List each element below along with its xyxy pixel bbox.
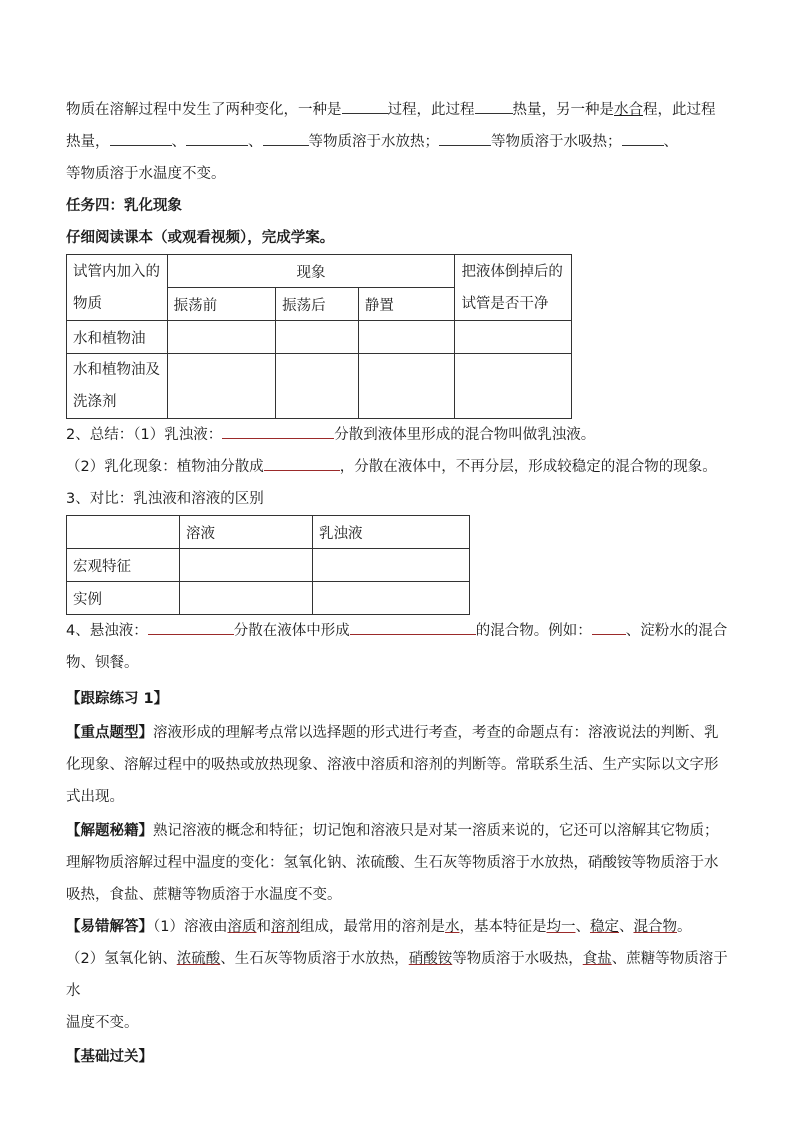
error-answer-2 [66, 943, 728, 1007]
text: 过程，此过程 [387, 102, 475, 118]
table-cell[interactable] [167, 354, 276, 419]
fill-blank[interactable] [592, 619, 626, 635]
fill-blank[interactable] [263, 130, 309, 146]
text: 4、悬浊液： [66, 623, 148, 639]
answer: 混合物 [633, 919, 677, 935]
text: 等物质溶于水吸热； [491, 134, 622, 150]
answer: 均一 [546, 919, 576, 935]
error-answer-2b [66, 1007, 728, 1039]
underlined-answer: 水合 [614, 102, 643, 118]
fill-blank[interactable] [222, 423, 334, 439]
key-question-tag: 【重点题型】 [66, 725, 153, 741]
error-answer-tag: 【易错解答】 [66, 919, 153, 935]
text: 试管内加入的 [73, 263, 160, 280]
text: （1）溶液由 [153, 919, 228, 935]
compare-title: 3、对比：乳浊液和溶液的区别 [66, 491, 264, 507]
table-cell[interactable] [276, 321, 359, 354]
table-cell[interactable] [455, 354, 572, 419]
answer: 稳定 [589, 919, 619, 935]
text: 热量， [66, 134, 110, 150]
table-row-label: 实例 [67, 582, 180, 615]
table-cell[interactable] [180, 549, 313, 582]
text: 把液体倒掉后的 [461, 263, 563, 280]
table-cell [67, 516, 180, 549]
text: 、 [663, 134, 678, 150]
text: 水和植物油及 [73, 362, 160, 378]
fill-blank[interactable] [475, 98, 513, 114]
text: 物、钡餐。 [66, 655, 139, 671]
comparison-table [66, 515, 470, 615]
text: 物质 [73, 295, 102, 312]
fill-blank[interactable] [110, 130, 172, 146]
suspension-line-2 [66, 647, 728, 679]
text: 程，此过程 [643, 102, 716, 118]
text: 分散到液体里形成的混合物叫做乳浊液。 [334, 427, 596, 443]
worksheet-page [66, 94, 728, 1073]
answer: 硝酸铵 [408, 951, 453, 967]
fill-blank[interactable] [148, 619, 234, 635]
table-header-emulsion: 乳浊液 [313, 516, 470, 549]
answer: 水 [444, 919, 460, 935]
text: 洗涤剂 [73, 394, 117, 410]
suspension-line [66, 615, 728, 647]
text: 熟记溶液的概念和特征；切记饱和溶液只是对某一溶质来说的，它还可以溶解其它物质；理解物质溶解过程中温度的变化：氢氧化钠、浓硫酸、生石灰等物质溶于水放热，硝酸铵等物质溶于水吸热，食盐、蔗糖等物质溶于水温度不变。 [66, 823, 719, 903]
table-row-label: 水和植物油 [67, 321, 168, 354]
fill-blank[interactable] [264, 455, 340, 471]
text: （2）氢氧化钠、 [66, 951, 177, 967]
table-header-before-shake: 振荡前 [167, 288, 276, 321]
table-header-after-shake: 振荡后 [276, 288, 359, 321]
emulsion-experiment-table [66, 254, 572, 419]
table-cell[interactable] [358, 354, 455, 419]
answer: 食盐 [582, 951, 612, 967]
tips-tag: 【解题秘籍】 [66, 823, 153, 839]
table-header-clean [455, 255, 572, 321]
paragraph-dissolution [66, 94, 728, 126]
fill-blank[interactable] [342, 98, 388, 114]
table-cell[interactable] [358, 321, 455, 354]
fill-blank[interactable] [439, 130, 491, 146]
text: 热量，另一种是 [512, 102, 614, 118]
text: 物质在溶解过程中发生了两种变化，一种是 [66, 102, 342, 118]
table-cell[interactable] [313, 582, 470, 615]
text: 、 [575, 919, 590, 935]
text: 组成，最常用的溶剂是 [299, 919, 445, 935]
text: 、 [171, 134, 186, 150]
text: 和 [256, 919, 271, 935]
text: 溶液形成的理解考点常以选择题的形式进行考查，考查的命题点有：溶液说法的判断、乳化现象、溶解过程中的吸热或放热现象、溶液中溶质和溶剂的判断等。常联系生活、生产实际以文字形式出现。 [66, 725, 719, 805]
text: 。 [676, 919, 692, 935]
table-cell[interactable] [167, 321, 276, 354]
table-cell[interactable] [276, 354, 359, 419]
text: 2、总结：（1）乳浊液： [66, 427, 223, 443]
table-header-standing: 静置 [358, 288, 455, 321]
text: ，基本特征是 [459, 919, 547, 935]
task4-title: 任务四：乳化现象 [66, 198, 182, 214]
key-question-paragraph [66, 717, 728, 813]
fill-blank[interactable] [622, 130, 664, 146]
text: 、淀粉水的混合 [625, 623, 728, 639]
error-answer-1 [66, 911, 728, 943]
answer: 溶剂 [270, 919, 300, 935]
table-header-substance [67, 255, 168, 321]
paragraph-dissolution-2 [66, 126, 728, 158]
text: 、 [248, 134, 263, 150]
table-header-phenomenon: 现象 [167, 255, 455, 288]
table-header-solution: 溶液 [180, 516, 313, 549]
text: 、生石灰等物质溶于水放热， [220, 951, 409, 967]
summary-emulsion [66, 419, 728, 451]
follow-practice-title: 【跟踪练习 1】 [66, 691, 169, 707]
summary-emulsification [66, 451, 728, 483]
answer: 浓硫酸 [176, 951, 221, 967]
fill-blank[interactable] [350, 619, 476, 635]
answer: 溶质 [227, 919, 257, 935]
table-cell[interactable] [455, 321, 572, 354]
basic-title: 【基础过关】 [66, 1049, 153, 1065]
task4-instruction: 仔细阅读课本（或观看视频），完成学案。 [66, 230, 335, 246]
text: 等物质溶于水放热； [308, 134, 439, 150]
paragraph-dissolution-3 [66, 158, 728, 190]
table-cell[interactable] [313, 549, 470, 582]
text: 温度不变。 [66, 1015, 139, 1031]
text: （2）乳化现象：植物油分散成 [66, 459, 264, 475]
text: 分散在液体中形成 [233, 623, 350, 639]
table-row-label [67, 354, 168, 419]
tips-paragraph [66, 815, 728, 911]
text: ，分散在液体中，不再分层，形成较稳定的混合物的现象。 [339, 459, 717, 475]
text: 的混合物。例如： [475, 623, 592, 639]
fill-blank[interactable] [186, 130, 248, 146]
text: 等物质溶于水温度不变。 [66, 166, 226, 182]
text: 、蔗糖等物质溶于水 [66, 951, 728, 999]
table-row-label: 宏观特征 [67, 549, 180, 582]
text: 等物质溶于水吸热， [452, 951, 583, 967]
text: 、 [618, 919, 634, 935]
text: 试管是否干净 [461, 295, 549, 312]
table-cell[interactable] [180, 582, 313, 615]
